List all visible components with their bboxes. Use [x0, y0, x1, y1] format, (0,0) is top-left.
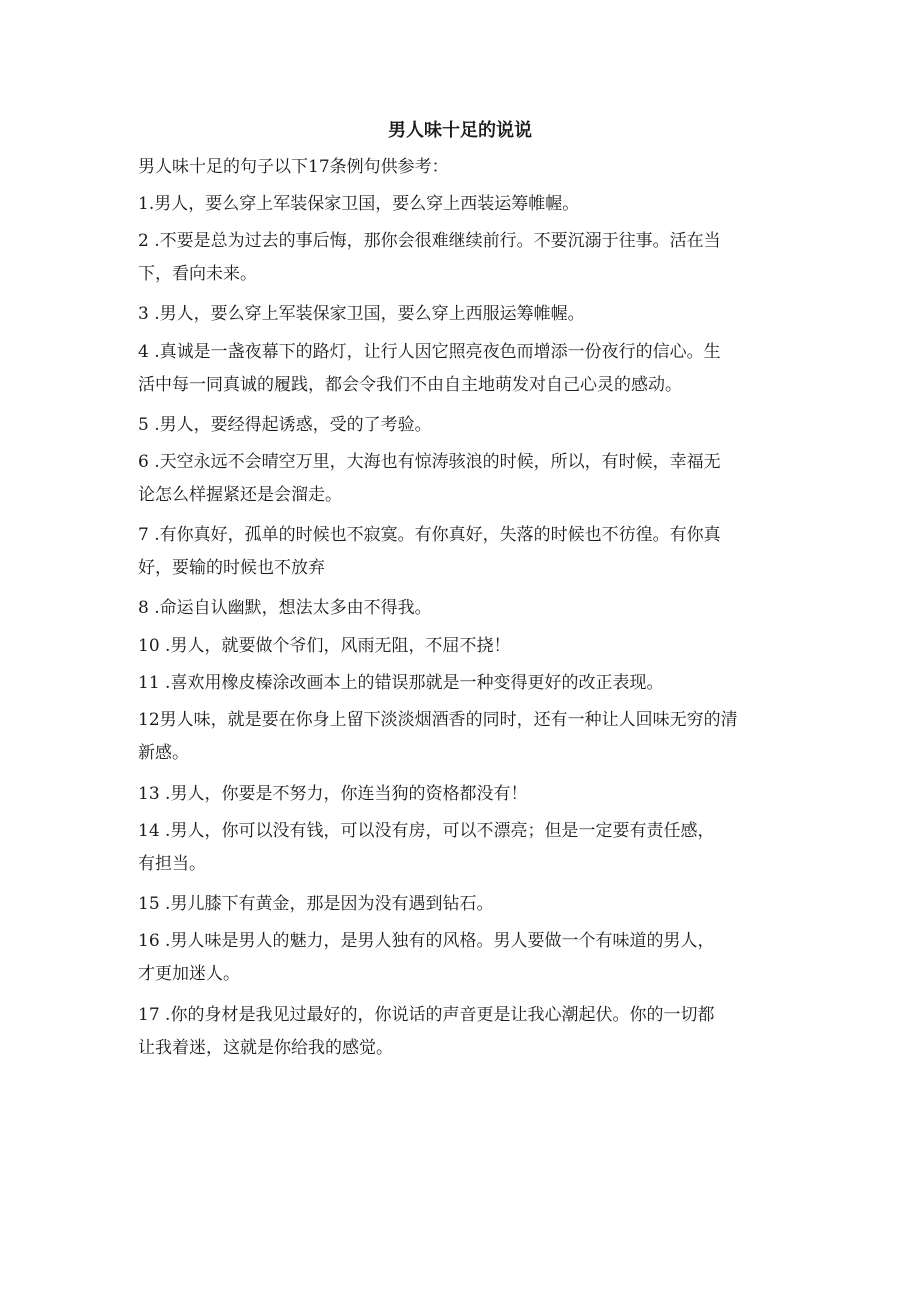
list-item-line: 5 .男人，要经得起诱惑，受的了考验。: [138, 415, 432, 435]
list-item-line: 4 .真诚是一盏夜幕下的路灯，让行人因它照亮夜色而增添一份夜行的信心。生: [138, 342, 721, 362]
list-item-line: 17 .你的身材是我见过最好的，你说话的声音更是让我心潮起伏。你的一切都: [138, 1005, 715, 1025]
list-item: [138, 409, 784, 442]
list-item-line: 2 .不要是总为过去的事后悔，那你会很难继续前行。不要沉溺于往事。活在当: [138, 231, 721, 251]
list-item-line: 论怎么样握紧还是会溜走。: [138, 485, 342, 505]
document-title: 男人味十足的说说: [388, 120, 532, 141]
list-item: [138, 778, 784, 811]
list-item-line: 才更加迷人。: [138, 964, 240, 984]
list-item: [138, 999, 784, 1065]
list-item: [138, 188, 784, 221]
list-item-line: 1.男人，要么穿上军装保家卫国，要么穿上西装运筹帷幄。: [138, 194, 580, 214]
list-item-line: 好，要输的时候也不放弃: [138, 558, 325, 578]
list-item-line: 有担当。: [138, 854, 206, 874]
list-item-line: 11 .喜欢用橡皮榛涂改画本上的错误那就是一种变得更好的改正表现。: [138, 673, 664, 693]
list-item-line: 活中每一同真诚的履践，都会令我们不由自主地萌发对自己心灵的感动。: [138, 375, 682, 395]
list-item-line: 让我着迷，这就是你给我的感觉。: [138, 1038, 393, 1058]
list-item-line: 8 .命运自认幽默，想法太多由不得我。: [138, 598, 432, 618]
list-item: [138, 925, 784, 991]
list-item: [138, 630, 784, 663]
list-item: [138, 667, 784, 700]
list-item-line: 新感。: [138, 743, 189, 763]
list-item-line: 16 .男人味是男人的魅力，是男人独有的风格。男人要做一个有味道的男人，: [138, 931, 715, 951]
list-item-line: 6 .天空永远不会晴空万里，大海也有惊涛骇浪的时候，所以，有时候，幸福无: [138, 452, 721, 472]
list-item-line: 12男人味，就是要在你身上留下淡淡烟酒香的同时，还有一种让人回味无穷的清: [138, 710, 738, 730]
list-item-line: 7 .有你真好，孤单的时候也不寂寞。有你真好，失落的时候也不彷徨。有你真: [138, 525, 721, 545]
list-item: [138, 225, 784, 291]
list-item-line: 13 .男人，你要是不努力，你连当狗的资格都没有！: [138, 784, 528, 804]
list-item-line: 3 .男人，要么穿上军装保家卫国，要么穿上西服运筹帷幄。: [138, 304, 585, 324]
list-item: [138, 519, 784, 585]
list-item-line: 15 .男儿膝下有黄金，那是因为没有遇到钻石。: [138, 894, 494, 914]
list-item-line: 14 .男人，你可以没有钱，可以没有房，可以不漂亮；但是一定要有责任感，: [138, 821, 715, 841]
intro-paragraph: 男人味十足的句子以下17条例句供参考：: [138, 157, 449, 177]
list-item-line: 10 .男人，就要做个爷们，风雨无阻，不屈不挠！: [138, 636, 511, 656]
list-item: [138, 592, 784, 625]
list-item: [138, 446, 784, 512]
list-item: [138, 888, 784, 921]
list-item: [138, 815, 784, 881]
list-item: [138, 704, 784, 770]
list-item-line: 下，看向未来。: [138, 264, 257, 284]
list-item: [138, 298, 784, 331]
list-item: [138, 336, 784, 402]
